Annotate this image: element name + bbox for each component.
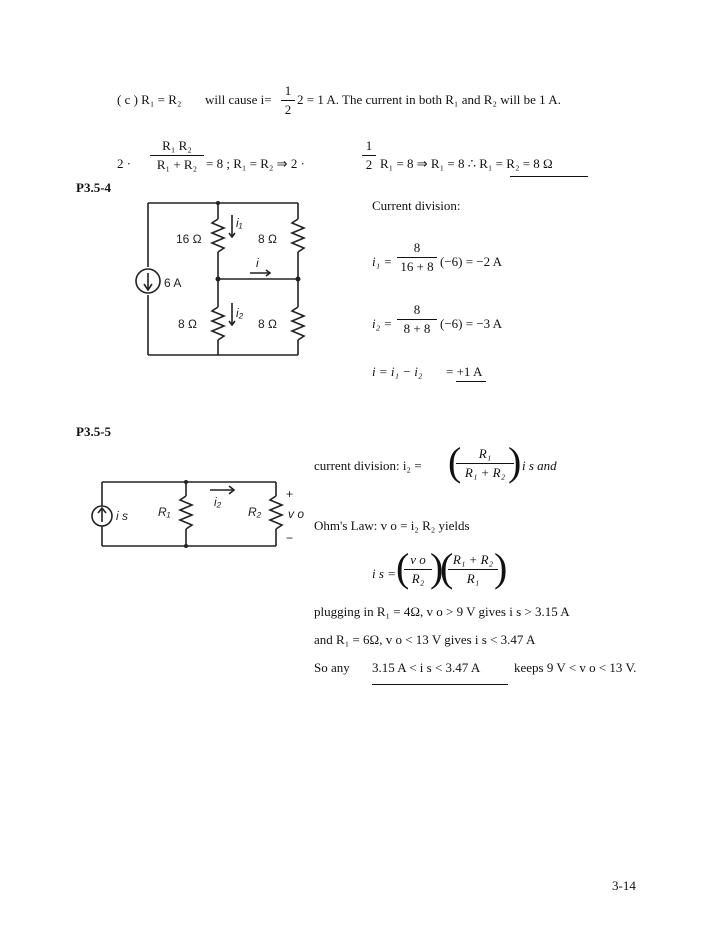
eq-frac-half [281,83,295,118]
cd-label: current division: i₂ = [314,458,422,473]
so-any-lead: So any [314,660,350,675]
paren-right: ) [430,545,444,590]
frac-den: 16 + 8 [400,259,434,274]
answer-underline [456,381,486,382]
frac-den: 8 + 8 [403,321,431,336]
heading-p3-5-5: P3.5-5 [76,424,112,439]
i2-lhs: i₂ = [372,316,393,331]
cd-tail: i s and [522,458,557,473]
resistor-r2 [270,496,282,529]
frac-num: 8 [397,302,437,320]
frac-den: R₁ + R₂ [156,157,198,172]
so-any-range: 3.15 A < i s < 3.47 A [372,660,481,675]
eq-line2-lead: 2 · [117,156,132,171]
answer-underline [510,176,588,177]
eq-line1-part2: will cause i= [205,92,272,107]
heading-p3-5-4: P3.5-4 [76,180,112,195]
frac-num: 1 [281,83,295,101]
frac-num: R₁ R₂ [150,138,204,156]
frac-num: R₁ + R₂ [448,552,498,570]
label-8-ohm-c: 8 Ω [258,317,277,331]
i2-rhs: (−6) = −3 A [440,316,503,331]
circuit-p3-5-4 [120,195,330,365]
eq-frac-parallel [150,138,204,173]
eq-line1-part3: 2 = 1 A. The current in both R₁ and R₂ will be 1 A. [297,92,561,107]
answer-underline [372,684,508,685]
paren-left: ( [440,545,454,590]
label-6a: 6 A [164,276,182,290]
is-fraction-1 [404,552,432,587]
is-lhs: i s = [372,566,396,581]
label-8-ohm-b: 8 Ω [178,317,197,331]
is-fraction-2 [448,552,498,587]
label-r1: R₁ [158,505,171,519]
eq-line2-part3: R₁ = 8 ⇒ R₁ = 8 ∴ R₁ = R₂ = 8 Ω [380,156,553,171]
frac-num: 1 [362,138,376,156]
frac-num: 8 [397,240,437,258]
label-is: i s [116,509,128,523]
so-any-tail: keeps 9 V < v o < 13 V. [514,660,637,675]
resistor-8-bottom-right [292,307,304,340]
resistor-8-bottom-left [212,307,224,340]
paren-right: ) [508,439,522,484]
plug-line-2: and R₁ = 6Ω, v o < 13 V gives i s < 3.47 A [314,632,536,647]
i1-lhs: i₁ = [372,254,393,269]
frac-den: 2 [365,157,373,172]
resistor-8-top-right [292,219,304,252]
i1-rhs: (−6) = −2 A [440,254,503,269]
eq-frac-half-2 [362,138,376,173]
i1-fraction [397,240,437,275]
i-eq-lhs: i = i₁ − i₂ [372,364,423,379]
frac-den: 2 [284,102,292,117]
label-i1: i₁ [236,216,243,230]
frac-den: R₁ [466,571,480,586]
resistor-r1 [180,496,192,529]
cd-fraction [456,446,514,481]
paren-right: ) [494,545,508,590]
label-i: i [256,256,259,270]
eq-line2-part2: = 8 ; R₁ = R₂ ⇒ 2 · [206,156,305,171]
paren-left: ( [396,545,410,590]
label-r2: R₂ [248,505,262,519]
frac-den: R₁ + R₂ [464,465,506,480]
label-minus: − [286,531,294,545]
i-eq-rhs: = +1 A [446,364,483,379]
current-division-label: Current division: [372,198,461,213]
label-16-ohm: 16 Ω [176,232,202,246]
label-plus: + [286,487,294,501]
label-i2: i₂ [236,306,244,320]
frac-num: v o [404,552,432,570]
eq-line1-part1: ( c ) R₁ = R₂ [117,92,182,107]
i2-fraction [397,302,437,337]
plug-line-1: plugging in R₁ = 4Ω, v o > 9 V gives i s > 3.15 A [314,604,570,619]
paren-left: ( [448,439,462,484]
page-number: 3-14 [612,878,636,893]
frac-num: R₁ [456,446,514,464]
circuit-p3-5-5 [86,476,316,556]
label-8-ohm-a: 8 Ω [258,232,277,246]
label-i2: i₂ [214,495,222,509]
frac-den: R₂ [411,571,425,586]
ohm-law-line: Ohm's Law: v o = i₂ R₂ yields [314,518,470,533]
label-vo: v o [288,507,305,521]
resistor-16 [212,219,224,252]
